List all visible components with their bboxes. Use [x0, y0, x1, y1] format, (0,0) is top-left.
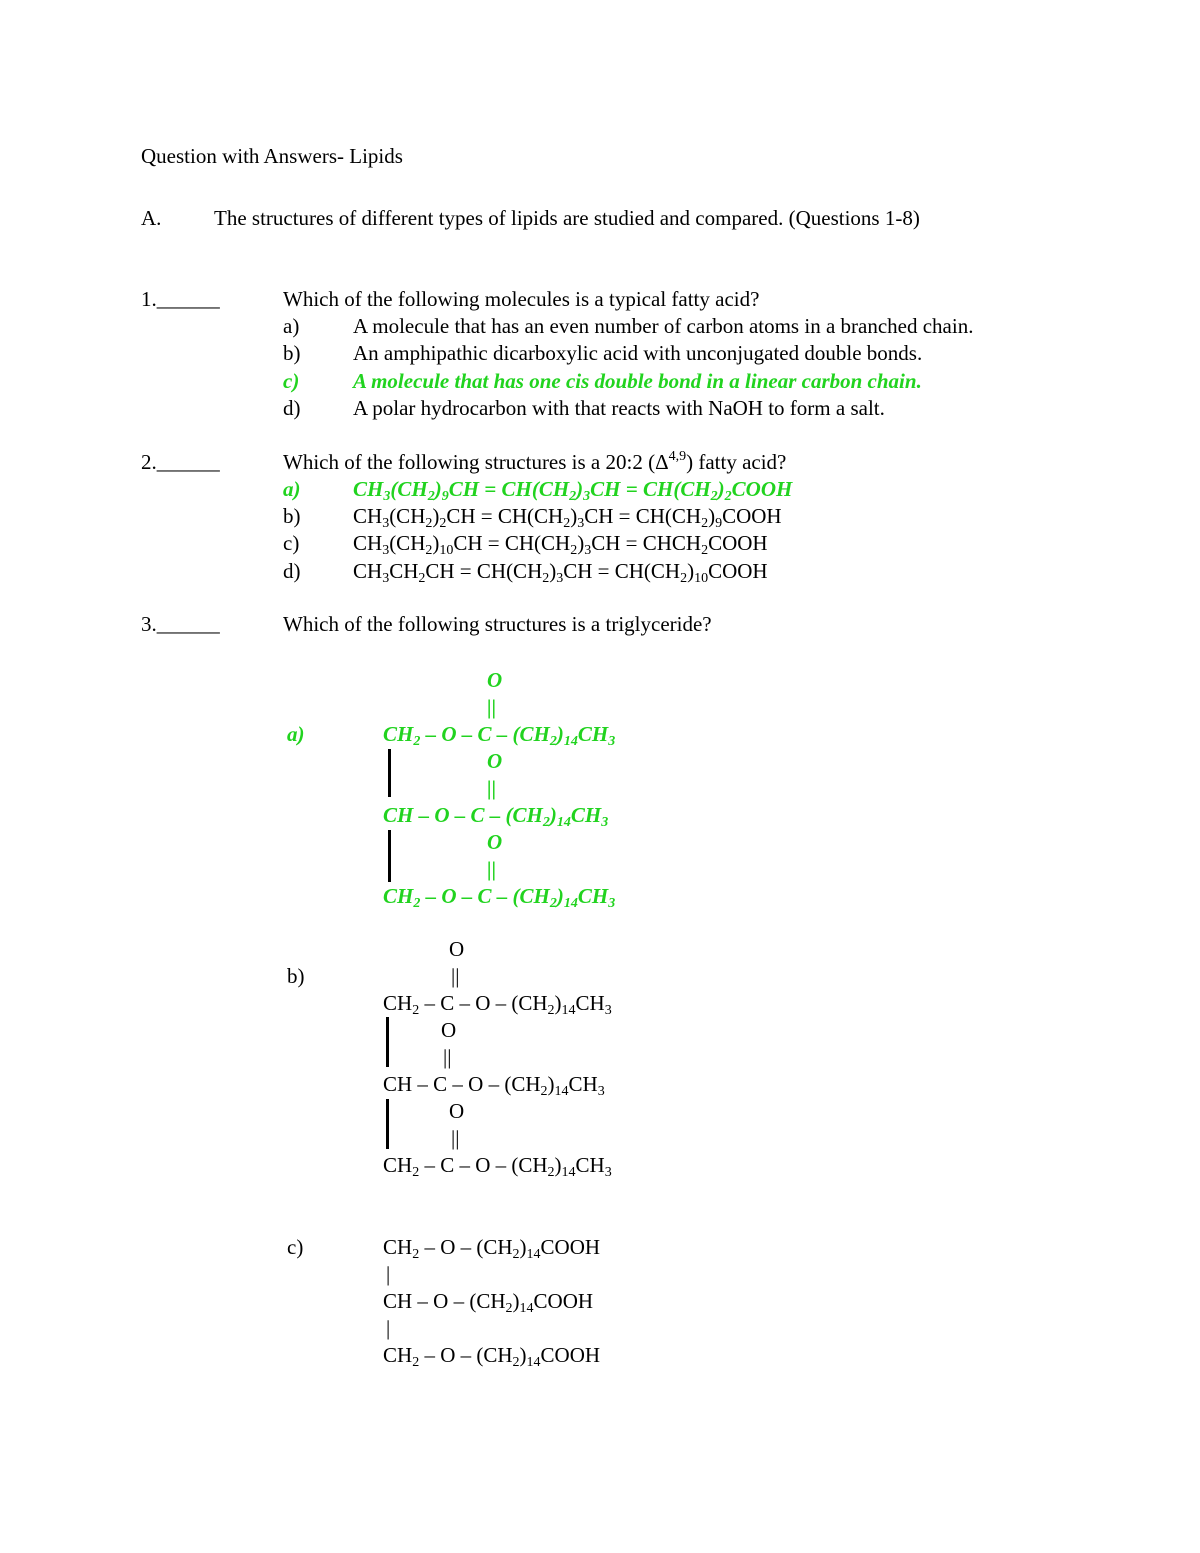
- section-description: The structures of different types of lipids are studied and compared. (Questions 1-8): [214, 206, 920, 230]
- q2-option-d-formula: $CH_3CH_2CH = CH(CH_2)_3CH$ = $CH(CH_2)_{10}COOH$: [353, 559, 768, 586]
- q2-option-d-letter: d): [283, 559, 301, 583]
- carbonyl-oxygen-2: O: [441, 1018, 457, 1042]
- q2-option-a-formula-correct: $CH_3(CH_2)_9CH = CH(CH_2)_3CH$ = $CH(CH_2)_2COOH$: [353, 477, 793, 504]
- carbonyl-oxygen-3: O: [487, 830, 503, 854]
- carbonyl-oxygen-1: O: [449, 937, 465, 961]
- q3-option-a-letter: a): [287, 722, 305, 746]
- double-bond-2: ||: [443, 1045, 452, 1069]
- page-title: Question with Answers- Lipids: [141, 144, 403, 168]
- q1-option-a-text: A molecule that has an even number of carbon atoms in a branched chain.: [353, 314, 974, 338]
- q3-a-row-1: $CH_2$ – O – C – $(CH_2)_{14}CH_3$: [383, 722, 616, 749]
- q2-option-c-formula: $CH_3(CH_2)_{10}CH = CH(CH_2)_3CH$ = $CHCH_2COOH$: [353, 531, 768, 558]
- backbone-bond-1: |: [386, 1262, 391, 1286]
- backbone-bond-2: [386, 1099, 389, 1149]
- backbone-bond-2: [388, 830, 391, 882]
- q3-a-row-2: CH – O – C – $(CH_2)_{14}CH_3$: [383, 803, 609, 830]
- backbone-bond-2: |: [386, 1316, 391, 1340]
- q3-a-row-3: $CH_2$ – O – C – $(CH_2)_{14}CH_3$: [383, 884, 616, 911]
- q1-option-b-letter: b): [283, 341, 301, 365]
- q2-option-b-letter: b): [283, 504, 301, 528]
- q3-option-b-letter: b): [287, 964, 305, 988]
- q1-option-a-letter: a): [283, 314, 300, 338]
- q3-b-row-2: CH – C – O – $(CH_2)_{14}CH_3$: [383, 1072, 605, 1099]
- double-bond-3: ||: [451, 1126, 460, 1150]
- question-1-stem: Which of the following molecules is a typical fatty acid?: [283, 287, 760, 311]
- double-bond-1: ||: [487, 695, 497, 719]
- question-2-number: 2.______: [141, 450, 220, 474]
- question-2-stem: Which of the following structures is a 20:2 $(\Delta^{4,9})$ fatty acid?: [283, 449, 787, 474]
- q3-option-c-letter: c): [287, 1235, 304, 1259]
- q1-option-d-letter: d): [283, 396, 301, 420]
- carbonyl-oxygen-3: O: [449, 1099, 465, 1123]
- q2-option-c-letter: c): [283, 531, 300, 555]
- question-3-number: 3.______: [141, 612, 220, 636]
- q1-option-d-text: A polar hydrocarbon with that reacts with NaOH to form a salt.: [353, 396, 885, 420]
- q2-option-a-letter: a): [283, 477, 301, 501]
- q3-c-row-3: $CH_2$ – O – $(CH_2)_{14}COOH$: [383, 1343, 601, 1370]
- q3-b-row-3: $CH_2$ – C – O – $(CH_2)_{14}CH_3$: [383, 1153, 612, 1180]
- double-bond-3: ||: [487, 857, 497, 881]
- double-bond-2: ||: [487, 776, 497, 800]
- q3-c-row-1: $CH_2$ – O – $(CH_2)_{14}COOH$: [383, 1235, 601, 1262]
- section-letter: A.: [141, 206, 162, 230]
- backbone-bond-1: [388, 749, 391, 797]
- q1-option-b-text: An amphipathic dicarboxylic acid with unconjugated double bonds.: [353, 341, 923, 365]
- q3-b-row-1: $CH_2$ – C – O – $(CH_2)_{14}CH_3$: [383, 991, 612, 1018]
- carbonyl-oxygen-2: O: [487, 749, 503, 773]
- q1-option-c-letter: c): [283, 369, 300, 393]
- question-1-number: 1.______: [141, 287, 220, 311]
- backbone-bond-1: [386, 1017, 389, 1067]
- double-bond-1: ||: [451, 964, 460, 988]
- q1-option-c-text-correct: A molecule that has one cis double bond in a linear carbon chain.: [353, 369, 922, 393]
- q3-c-row-2: CH – O – $(CH_2)_{14}COOH$: [383, 1289, 594, 1316]
- q2-option-b-formula: $CH_3(CH_2)_2CH = CH(CH_2)_3CH$ = $CH(CH_2)_9COOH$: [353, 504, 782, 531]
- carbonyl-oxygen-1: O: [487, 668, 503, 692]
- question-3-stem: Which of the following structures is a triglyceride?: [283, 612, 712, 636]
